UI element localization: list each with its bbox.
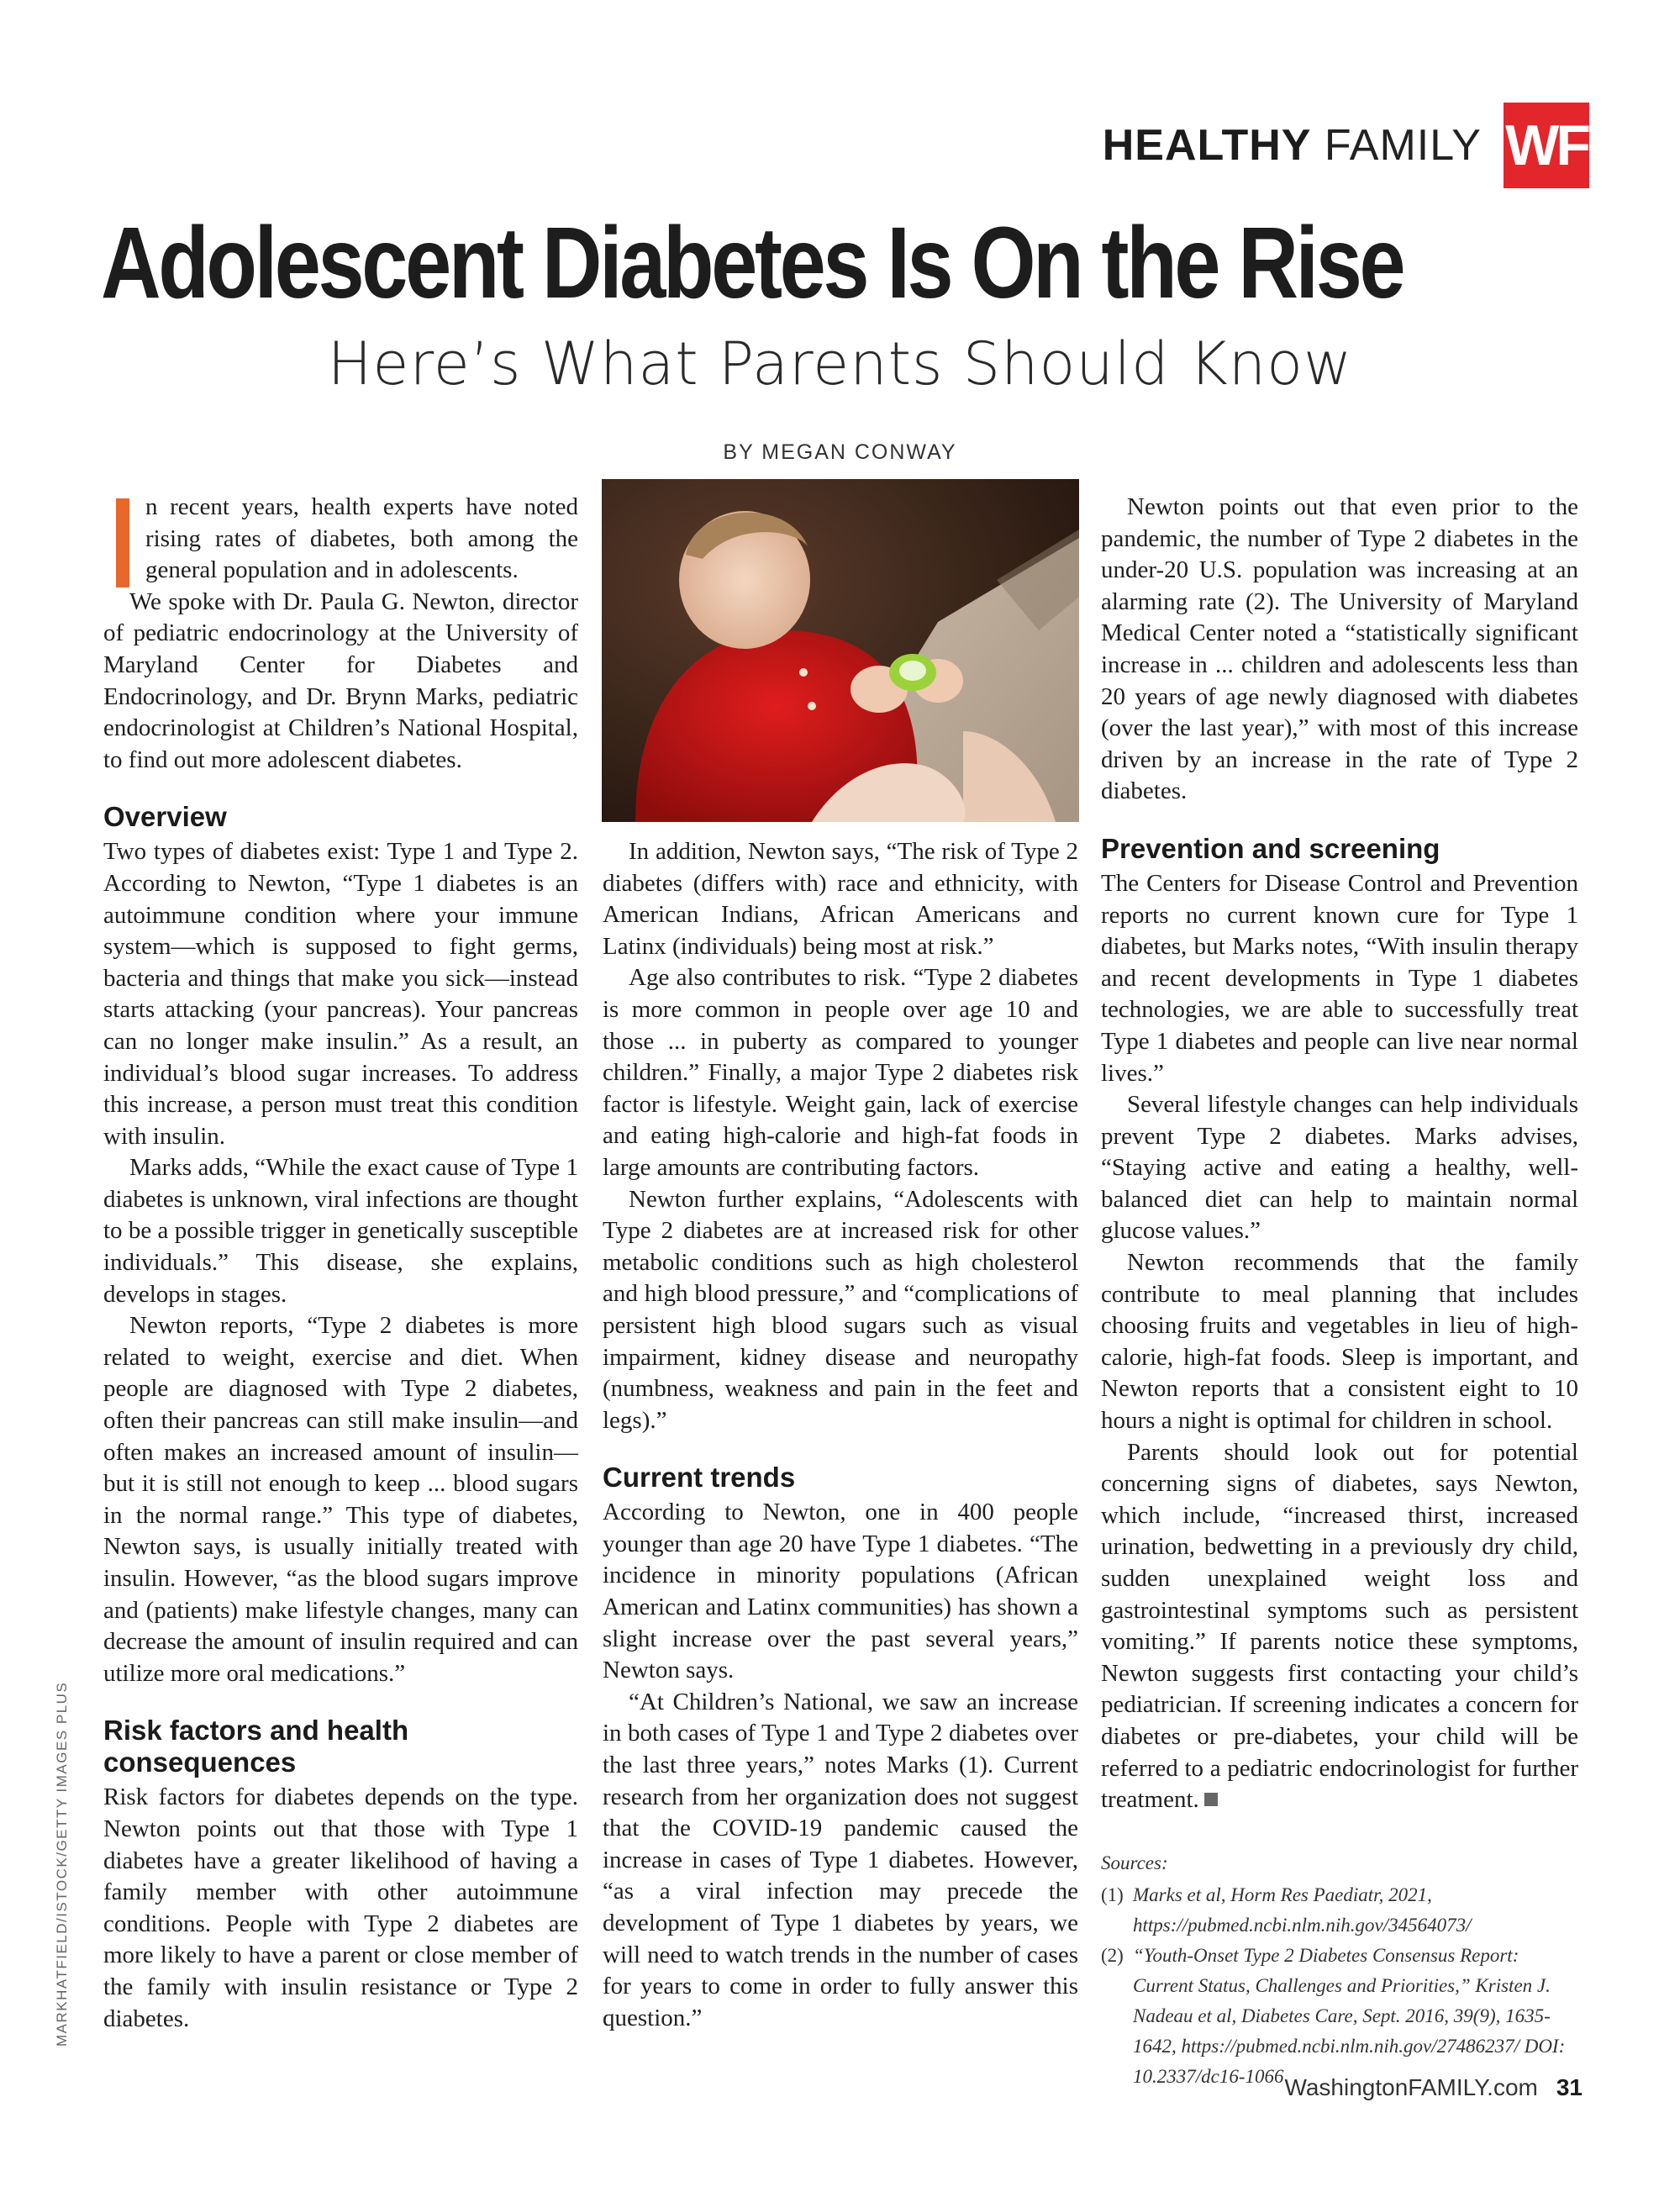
sources-label: Sources: xyxy=(1101,1852,1168,1873)
paragraph: We spoke with Dr. Paula G. Newton, director of pediatric endocrinology at the University of Maryland Center for Diabetes and Endocrinology, and Dr. Brynn Marks, pediatric endocrinologist at Children’s National Hospital, to find out more adolescent diabetes. xyxy=(103,587,578,773)
footer-site: WashingtonFAMILY.com xyxy=(1284,2074,1538,2100)
paragraph: Marks adds, “While the exact cause of Type 1 diabetes is unknown, viral infections are thought to be a possible trigger in genetically susceptible individuals.” This disease, she explains, develops in stages. xyxy=(103,1154,578,1308)
column-3 xyxy=(1101,492,1578,2092)
paragraph: Risk factors for diabetes depends on the type. Newton points out that those with Type 1 diabetes have a greater likelihood of having a family member with other autoimmune conditions. People with Type 2 diabetes are more likely to have a parent or close member of the family with insulin resistance or Type 2 diabetes. xyxy=(103,1783,578,2032)
drop-cap-bar xyxy=(116,498,129,587)
intro-text: n recent years, health experts have noted rising rates of diabetes, both among the general population and in adolescents. xyxy=(145,493,578,584)
paragraph: Two types of diabetes exist: Type 1 and Type 2. According to Newton, “Type 1 diabetes is an autoimmune condition where your immune system—which is supposed to fight germs, bacteria and things that make you sick—instead starts attacking (your pancreas). Your pancreas can no longer make insulin.” As a result, an individual’s blood sugar increases. To address this increase, a person must treat this condition with insulin. xyxy=(103,838,578,1150)
byline: BY MEGAN CONWAY xyxy=(723,440,957,464)
paragraph-final xyxy=(1101,1437,1578,1816)
wf-logo: WF xyxy=(1504,103,1589,188)
paragraph: The Centers for Disease Control and Prevention reports no current known cure for Type 1 diabetes, but Marks notes, “With insulin therapy and recent developments in Type 1 diabetes technologies, we are able to successfully treat Type 1 diabetes and people can live near normal lives.” xyxy=(1101,869,1578,1087)
article-title: Adolescent Diabetes Is On the Rise xyxy=(101,206,1404,320)
paragraph: In addition, Newton says, “The risk of Type 2 diabetes (differs with) race and ethnicity, with American Indians, African Americans and Latinx (individuals) being most at risk.” xyxy=(603,838,1078,960)
source-text: “Youth-Onset Type 2 Diabetes Consensus Report: Current Status, Challenges and Priorities,” Kristen J. Nadeau et al, Diabetes Care, Sept. 2016, 39(9), 1635-1642, https://pubmed.ncbi.nlm.nih.gov/27486237/ DOI: 10.2337/dc16-1066 xyxy=(1133,1944,1566,2087)
section-label-thin: FAMILY xyxy=(1324,121,1482,170)
paragraph: Newton further explains, “Adolescents with Type 2 diabetes are at increased risk for other metabolic conditions such as high cholesterol and high blood pressure,” and “complications of persistent high blood sugars such as visual impairment, kidney disease and neuropathy (numbness, weakness and pain in the feet and legs).” xyxy=(603,1185,1078,1434)
child-with-glucose-monitor-photo xyxy=(602,479,1079,822)
paragraph: According to Newton, one in 400 people younger than age 20 have Type 1 diabetes. “The incidence in minority populations (African American and Latinx communities) has shown a slight increase over the past several years,” Newton says. xyxy=(603,1499,1078,1684)
heading-prevention: Prevention and screening xyxy=(1101,832,1440,864)
end-of-article-square-icon xyxy=(1204,1793,1218,1806)
page-footer xyxy=(1284,2074,1583,2101)
column-2 xyxy=(603,836,1078,2034)
source-number: (1) xyxy=(1101,1884,1124,1905)
paragraph: Newton reports, “Type 2 diabetes is more related to weight, exercise and diet. When people are diagnosed with Type 2 diabetes, often their pancreas can still make insulin—and often makes an increased amount of insulin—but it is still not enough to keep ... blood sugars in the normal range.” This type of diabetes, Newton says, is usually initially treated with insulin. However, “as the blood sugars improve and (patients) make lifestyle changes, many can decrease the amount of insulin required and can utilize more oral medications.” xyxy=(103,1312,578,1687)
source-item xyxy=(1101,1880,1578,1941)
paragraph: Newton recommends that the family contribute to meal planning that includes choosing fruits and vegetables in lieu of high-calorie, high-fat foods. Sleep is important, and Newton reports that a consistent eight to 10 hours a night is optimal for children in school. xyxy=(1101,1249,1578,1435)
heading-risk-factors: Risk factors and health consequences xyxy=(103,1715,409,1778)
sources xyxy=(1101,1848,1578,2092)
heading-overview: Overview xyxy=(103,801,227,833)
intro-paragraph xyxy=(103,492,578,587)
section-label xyxy=(1102,121,1482,170)
paragraph: Newton points out that even prior to the pandemic, the number of Type 2 diabetes in the under-20 U.S. population was increasing at an alarming rate (2). The University of Maryland Medical Center noted a “statistically significant increase in ... children and adolescents less than 20 years of age newly diagnosed with diabetes (over the last year),” with most of this increase driven by an increase in the rate of Type 2 diabetes. xyxy=(1101,493,1578,805)
section-header xyxy=(1103,103,1589,188)
heading-current-trends: Current trends xyxy=(603,1462,796,1494)
source-item xyxy=(1101,1941,1578,2092)
source-text: Marks et al, Horm Res Paediatr, 2021, https://pubmed.ncbi.nlm.nih.gov/34564073/ xyxy=(1133,1884,1472,1936)
source-number: (2) xyxy=(1101,1944,1124,1966)
article-photo xyxy=(602,479,1079,822)
column-1 xyxy=(103,492,578,2035)
final-text: Parents should look out for potential concerning signs of diabetes, says Newton, which include, “increased thirst, increased urination, bedwetting in a previously dry child, sudden unexplained weight loss and gastrointestinal symptoms such as persistent vomiting.” If parents notice these symptoms, Newton suggests first contacting your child’s pediatrician. If screening indicates a concern for diabetes or pre-diabetes, your child will be referred to a pediatric endocrinologist for further treatment. xyxy=(1101,1438,1578,1814)
paragraph: “At Children’s National, we saw an increase in both cases of Type 1 and Type 2 diabetes over the last three years,” notes Marks (1). Current research from her organization does not suggest that the COVID-19 pandemic caused the increase in cases of Type 1 diabetes. However, “as a viral infection may precede the development of Type 1 diabetes by years, we will need to watch trends in the number of cases for years to come in order to fully answer this question.” xyxy=(603,1688,1078,2031)
page-number: 31 xyxy=(1556,2074,1583,2100)
article-subtitle: Here’s What Parents Should Know xyxy=(327,329,1353,398)
photo-credit: MARKHATFIELD/ISTOCK/GETTY IMAGES PLUS xyxy=(54,1681,70,2047)
section-label-bold: HEALTHY xyxy=(1102,121,1312,170)
paragraph: Several lifestyle changes can help individuals prevent Type 2 diabetes. Marks advises, “Staying active and eating a healthy, well-balanced diet can help to maintain normal glucose values.” xyxy=(1101,1091,1578,1245)
paragraph: Age also contributes to risk. “Type 2 diabetes is more common in people over age 10 and those ... in puberty as compared to younger children.” Finally, a major Type 2 diabetes risk factor is lifestyle. Weight gain, lack of exercise and eating high-calorie and high-fat foods in large amounts are contributing factors. xyxy=(603,964,1078,1181)
